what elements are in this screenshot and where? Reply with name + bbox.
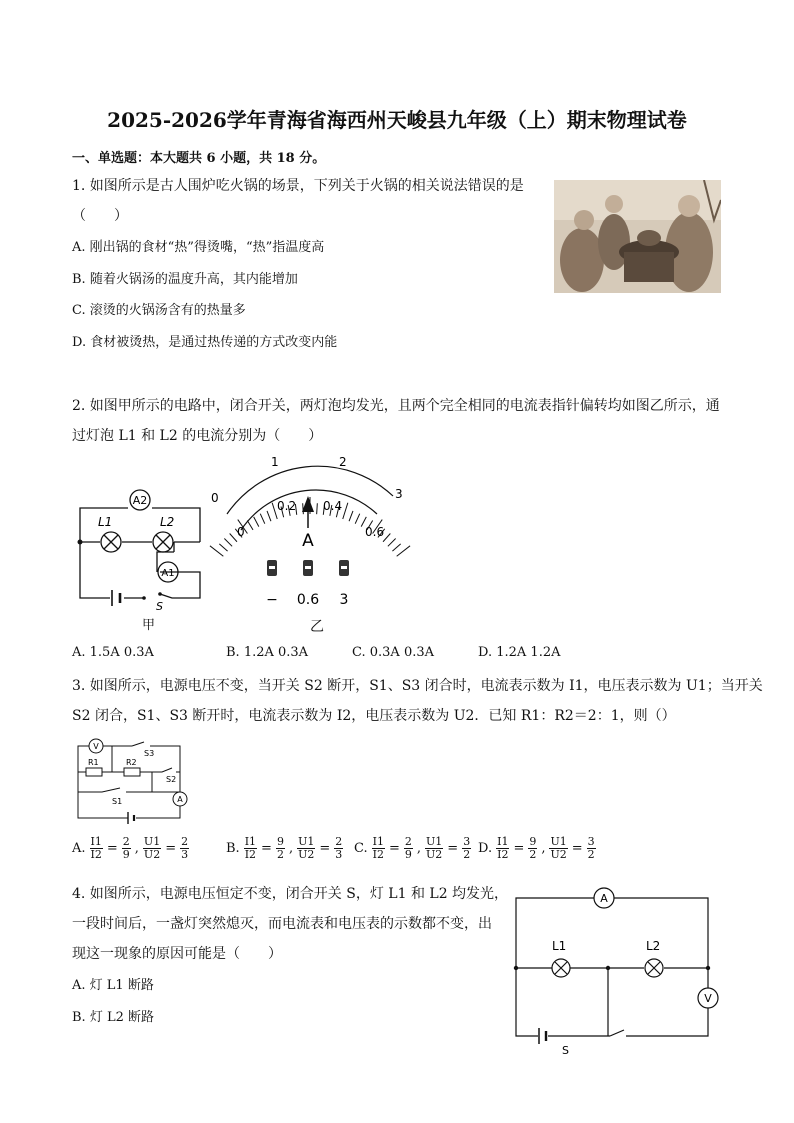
- dial-bottom-3: 0.6: [365, 525, 385, 539]
- q3-label-s1: S1: [112, 797, 123, 806]
- q2-fig-yi-label: 乙: [310, 619, 324, 635]
- q3-label-r2: R2: [126, 758, 137, 767]
- option-letter: D.: [478, 840, 493, 856]
- dial-tick: [210, 546, 223, 556]
- dial-tick: [247, 521, 253, 530]
- q2-label-a1: A1: [161, 568, 175, 579]
- section-heading: 一、单选题：本大题共 6 小题，共 18 分。: [72, 151, 326, 166]
- q1-option-b: B. 随着火锅汤的温度升高，其内能增加: [72, 272, 298, 287]
- dial-tick: [343, 503, 348, 519]
- voltage-ratio-symbol: $\frac{U1}{U2}$: [426, 835, 443, 861]
- dial-tick: [388, 539, 396, 547]
- q2-stem-line2: 过灯泡 L1 和 L2 的电流分别为（ ）: [72, 428, 323, 444]
- dial-tick: [392, 544, 400, 551]
- q3-option-d: [478, 836, 597, 861]
- q2-fig-jia-label: 甲: [142, 618, 156, 633]
- dial-tick: [355, 514, 360, 524]
- hotpot-scene-image: [554, 180, 721, 293]
- terminal-06: 0.6: [296, 592, 320, 608]
- q3-option-b: [226, 836, 344, 861]
- q3-options: [72, 836, 712, 872]
- equals-sign: =: [319, 840, 331, 856]
- q2-option-d: D. 1.2A 1.2A: [478, 645, 561, 660]
- q3-stem-line1: 3. 如图所示，电源电压不变，当开关 S2 断开，S1、S3 闭合时，电流表示数为 I1，电压表示数为 U1；当开关: [72, 678, 763, 694]
- q4-label-l1: L1: [552, 939, 567, 953]
- voltage-ratio-symbol: $\frac{U1}{U2}$: [550, 835, 567, 861]
- q2-option-a: A. 1.5A 0.3A: [72, 645, 154, 660]
- current-ratio-value: $\frac{9}{2}$: [529, 835, 537, 861]
- dial-tick: [230, 534, 237, 542]
- voltage-ratio-value: $\frac{3}{2}$: [587, 835, 595, 861]
- equals-sign: =: [513, 840, 525, 856]
- terminal-minus: −: [266, 592, 278, 608]
- q2-label-l2: L2: [160, 515, 175, 529]
- current-ratio-value: $\frac{2}{9}$: [122, 835, 130, 861]
- q3-label-r1: R1: [88, 758, 99, 767]
- q1-option-a: A. 刚出锅的食材“热”得烫嘴，“热”指温度高: [72, 240, 325, 255]
- q2-circuit-jia: [72, 480, 212, 610]
- q2-label-s: S: [156, 600, 163, 610]
- terminal-3: 3: [339, 592, 349, 608]
- q3-label-s2: S2: [166, 775, 177, 784]
- option-letter: A.: [72, 840, 86, 856]
- dial-top-2: 2: [339, 455, 347, 469]
- q3-stem-line2: S2 闭合，S1、S3 断开时，电流表示数为 I2，电压表示数为 U2．已知 R1：R2＝2：1，则（）: [72, 708, 676, 724]
- q4-stem-line2: 一段时间后，一盏灯突然熄灭，而电流表和电压表的示数都不变，出: [72, 916, 492, 932]
- dial-tick: [397, 546, 410, 556]
- voltage-ratio-value: $\frac{3}{2}$: [463, 835, 471, 861]
- page-title: 2025-2026学年青海省海西州天峻县九年级（上）期末物理试卷: [107, 108, 687, 132]
- comma: ,: [288, 840, 294, 856]
- current-ratio-symbol: $\frac{I1}{I2}$: [90, 835, 102, 861]
- dial-tick: [317, 503, 318, 514]
- q2-ammeter-dial: [205, 452, 415, 632]
- current-ratio-symbol: $\frac{I1}{I2}$: [497, 835, 509, 861]
- q4-option-a: A. 灯 L1 断路: [72, 978, 154, 993]
- dial-bottom-2: 0.4: [323, 499, 343, 513]
- dial-tick: [254, 517, 259, 527]
- dial-tick: [383, 534, 390, 542]
- equals-sign: =: [571, 840, 583, 856]
- q3-label-v: V: [93, 742, 99, 751]
- current-ratio-value: $\frac{9}{2}$: [276, 835, 284, 861]
- dial-tick: [349, 511, 353, 521]
- q4-label-v: V: [704, 992, 712, 1005]
- dial-top-0: 0: [211, 491, 219, 505]
- comma: ,: [541, 840, 546, 856]
- q2-option-b: B. 1.2A 0.3A: [226, 645, 309, 660]
- q4-stem-line1: 4. 如图所示，电源电压恒定不变，闭合开关 S，灯 L1 和 L2 均发光，: [72, 886, 509, 902]
- current-ratio-symbol: $\frac{I1}{I2}$: [244, 835, 257, 861]
- q4-stem-line3: 现这一现象的原因可能是（ ）: [72, 946, 282, 962]
- comma: ,: [134, 840, 139, 856]
- equals-sign: =: [165, 840, 177, 856]
- q3-label-s3: S3: [144, 749, 155, 758]
- q2-label-l1: L1: [98, 515, 113, 529]
- q4-label-s: S: [562, 1044, 569, 1057]
- comma: ,: [416, 840, 422, 856]
- dial-tick: [267, 511, 271, 521]
- option-letter: C.: [354, 840, 368, 856]
- q3-circuit: [72, 736, 192, 828]
- voltage-ratio-symbol: $\frac{U1}{U2}$: [298, 835, 315, 861]
- q1-option-d: D. 食材被烫热，是通过热传递的方式改变内能: [72, 335, 338, 350]
- current-ratio-symbol: $\frac{I1}{I2}$: [372, 835, 384, 861]
- dial-top-1: 1: [271, 455, 279, 469]
- dial-tick: [224, 539, 232, 547]
- current-ratio-value: $\frac{2}{9}$: [404, 835, 412, 861]
- q4-label-a: A: [600, 892, 608, 905]
- q3-label-a: A: [177, 795, 183, 804]
- dial-top-3: 3: [395, 487, 403, 501]
- q1-paren: （ ）: [72, 208, 128, 224]
- q4-circuit: [508, 884, 724, 1060]
- q4-option-b: B. 灯 L2 断路: [72, 1010, 154, 1025]
- dial-bottom-1: 0.2: [277, 499, 297, 513]
- equals-sign: =: [261, 840, 272, 856]
- q1-option-c: C. 滚烫的火锅汤含有的热量多: [72, 303, 246, 318]
- q4-label-l2: L2: [646, 939, 661, 953]
- q2-label-a2: A2: [132, 494, 148, 507]
- q2-option-c: C. 0.3A 0.3A: [352, 645, 435, 660]
- equals-sign: =: [388, 840, 400, 856]
- option-letter: B.: [226, 840, 240, 856]
- equals-sign: =: [106, 840, 118, 856]
- q3-option-c: [354, 836, 472, 861]
- voltage-ratio-value: $\frac{2}{3}$: [181, 835, 189, 861]
- dial-tick: [260, 514, 265, 524]
- q3-option-a: [72, 836, 190, 861]
- equals-sign: =: [447, 840, 459, 856]
- dial-bottom-0: 0: [237, 525, 245, 539]
- voltage-ratio-value: $\frac{2}{3}$: [335, 835, 343, 861]
- dial-unit: A: [302, 531, 314, 551]
- voltage-ratio-symbol: $\frac{U1}{U2}$: [143, 835, 161, 861]
- q1-stem: 1. 如图所示是古人围炉吃火锅的场景，下列关于火锅的相关说法错误的是: [72, 178, 524, 194]
- q2-stem-line1: 2. 如图甲所示的电路中，闭合开关，两灯泡均发光，且两个完全相同的电流表指针偏转均如图乙所示，通: [72, 398, 720, 414]
- dial-tick: [219, 544, 227, 551]
